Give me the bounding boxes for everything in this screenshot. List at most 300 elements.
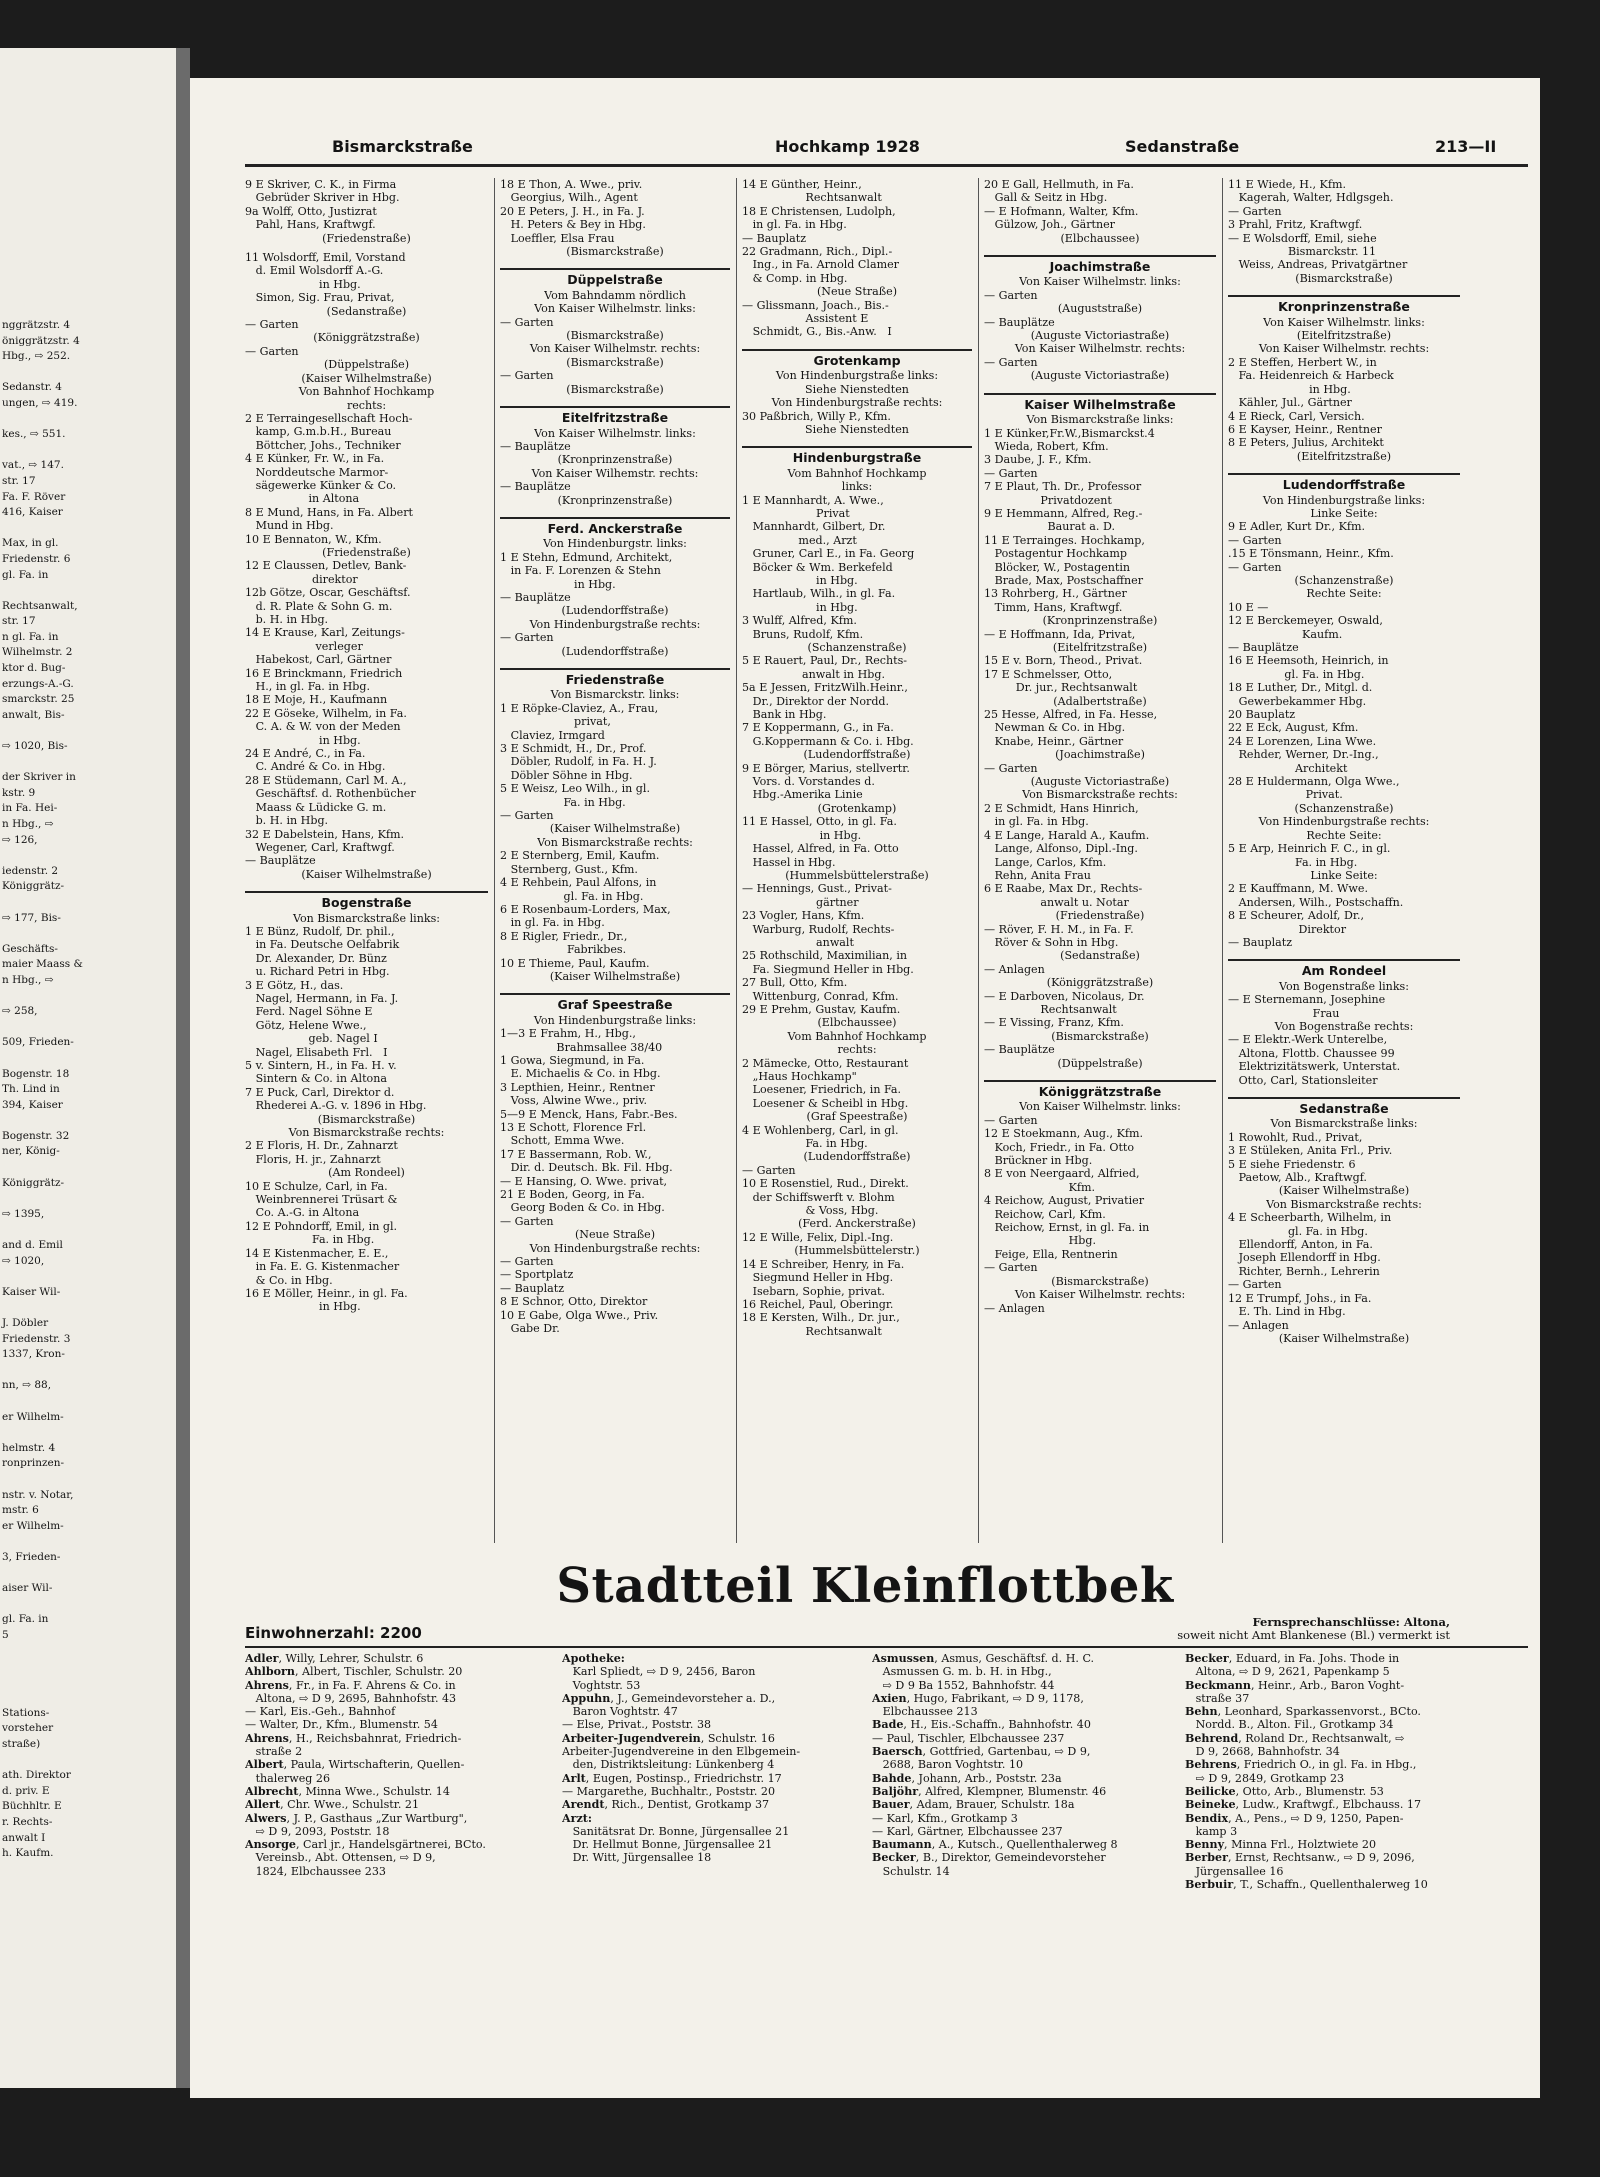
resident-entry: 1824, Elbchaussee 233 xyxy=(245,1864,386,1878)
resident-entry: Voghtstr. 53 xyxy=(562,1678,641,1692)
directory-entry: Knabe, Heinr., Gärtner xyxy=(984,734,1124,748)
directory-entry: 4 E Künker, Fr. W., in Fa. xyxy=(245,452,385,466)
directory-entry: 11 E Terrainges. Hochkamp, xyxy=(984,533,1145,547)
resident-entry: Ahrens, Fr., in Fa. F. Ahrens & Co. in xyxy=(245,1678,456,1692)
directory-entry: 9 E Börger, Marius, stellvertr. xyxy=(742,761,910,775)
directory-entry: — Garten xyxy=(984,1113,1038,1127)
cross-street-note: (Kronprinzenstraße) xyxy=(557,493,673,507)
cross-street-note: (Friedenstraße) xyxy=(1055,909,1145,923)
directory-entry: Loesener, Friedrich, in Fa. xyxy=(742,1083,902,1097)
cross-street-note: rechts: xyxy=(346,398,387,412)
fragment-line: nn, ⇨ 88, xyxy=(2,1379,52,1392)
directory-entry: 14 E Krause, Karl, Zeitungs- xyxy=(245,626,405,640)
directory-entry: — Garten xyxy=(742,1163,796,1177)
directory-entry: Rechtsanwalt xyxy=(742,1324,882,1338)
directory-entry: 3 E Stüleken, Anita Frl., Priv. xyxy=(1228,1144,1393,1158)
telephone-note-line-1: Fernsprechanschlüsse: Altona, xyxy=(1252,1615,1450,1629)
directory-entry: Frau xyxy=(1228,1006,1340,1020)
directory-entry: C. André & Co. in Hbg. xyxy=(245,760,386,774)
directory-entry: Altona, Flottb. Chaussee 99 xyxy=(1228,1046,1395,1060)
cross-street-note: Von Hindenburgstraße links: xyxy=(533,1013,697,1027)
fragment-line: vorsteher xyxy=(2,1722,54,1735)
directory-entry: Wieda, Robert, Kfm. xyxy=(984,439,1109,453)
fragment-line xyxy=(2,1394,176,1410)
directory-entry: gl. Fa. in Hbg. xyxy=(1228,1224,1368,1238)
street-heading: Joachimstraße xyxy=(984,255,1216,273)
cross-street-note: Von Bismarckstraße rechts: xyxy=(537,835,693,849)
directory-entry: Lange, Carlos, Kfm. xyxy=(984,855,1107,869)
directory-entry: Ellendorff, Anton, in Fa. xyxy=(1228,1238,1373,1252)
fragment-line: str. 17 xyxy=(2,474,36,487)
fragment-line: Hbg., ⇨ 252. xyxy=(2,350,71,363)
directory-entry: 20 E Peters, J. H., in Fa. J. xyxy=(500,204,645,218)
resident-entry: — Else, Privat., Poststr. 38 xyxy=(562,1718,712,1732)
resident-entry: Bahde, Johann, Arb., Poststr. 23a xyxy=(872,1771,1062,1785)
directory-entry: Fa. Siegmund Heller in Hbg. xyxy=(742,962,914,976)
directory-entry: Dr. jur., Rechtsanwalt xyxy=(984,681,1138,695)
directory-entry: Voss, Alwine Wwe., priv. xyxy=(500,1094,648,1108)
directory-entry: Fa. in Hbg. xyxy=(1228,855,1358,869)
directory-entry: Mannhardt, Gilbert, Dr. xyxy=(742,520,886,534)
directory-entry: 18 E Thon, A. Wwe., priv. xyxy=(500,178,643,191)
directory-entry: — Garten xyxy=(1228,533,1282,547)
directory-entry: — E Hoffmann, Ida, Privat, xyxy=(984,627,1136,641)
directory-entry: 6 E Raabe, Max Dr., Rechts- xyxy=(984,882,1143,896)
directory-entry: Hbg. xyxy=(984,1234,1097,1248)
previous-page-edge xyxy=(0,48,176,2088)
cross-street-note: Von Bismarckstraße rechts: xyxy=(288,1126,445,1140)
directory-entry: 2 E Floris, H. Dr., Zahnarzt xyxy=(245,1139,398,1153)
spacer xyxy=(984,1070,1216,1076)
directory-entry: — Garten xyxy=(245,344,299,358)
directory-entry: in Hbg. xyxy=(742,600,858,614)
resident-entry: straße 37 xyxy=(1185,1691,1250,1705)
directory-entry: 1—3 E Frahm, H., Hbg., xyxy=(500,1027,636,1041)
fragment-line xyxy=(2,1643,176,1659)
directory-entry: Co. A.-G. in Altona xyxy=(245,1206,360,1220)
resident-entry: Karl Spliedt, ⇨ D 9, 2456, Baron xyxy=(562,1665,756,1679)
directory-entry: & Voss, Hbg. xyxy=(742,1204,879,1218)
directory-entry: 11 E Wiede, H., Kfm. xyxy=(1228,178,1347,191)
street-heading: Grotenkamp xyxy=(742,349,972,367)
spacer xyxy=(500,658,730,664)
directory-entry: — Garten xyxy=(984,288,1038,302)
resident-entry: Becker, Eduard, in Fa. Johs. Thode in xyxy=(1185,1652,1400,1665)
directory-entry: 10 E Schulze, Carl, in Fa. xyxy=(245,1179,388,1193)
resident-entry: Behn, Leonhard, Sparkassenvorst., BCto. xyxy=(1185,1705,1421,1719)
cross-street-note: (Kaiser Wilhelmstraße) xyxy=(1278,1331,1410,1345)
fragment-line xyxy=(2,1753,176,1769)
resident-entry: Vereinsb., Abt. Ottensen, ⇨ D 9, xyxy=(245,1851,436,1865)
fragment-line: Rechtsanwalt, xyxy=(2,599,78,612)
directory-entry: 2 E Terraingesellschaft Hoch- xyxy=(245,411,413,425)
cross-street-note: (Königgrätzstraße) xyxy=(1046,976,1154,990)
header-left-street: Bismarckstraße xyxy=(332,137,473,156)
directory-entry: Claviez, Irmgard xyxy=(500,728,605,742)
directory-entry: Newman & Co. in Hbg. xyxy=(984,721,1126,735)
directory-entry: 24 E Lorenzen, Lina Wwe. xyxy=(1228,734,1377,748)
fragment-line: str. 17 xyxy=(2,615,36,628)
spacer xyxy=(1228,1087,1460,1093)
directory-entry: 2 Mämecke, Otto, Restaurant xyxy=(742,1056,909,1070)
directory-entry: 14 E Kistenmacher, E. E., xyxy=(245,1246,389,1260)
directory-entry: 13 Rohrberg, H., Gärtner xyxy=(984,587,1127,601)
directory-entry: Brahmsallee 38/40 xyxy=(500,1040,663,1054)
spacer xyxy=(500,396,730,402)
directory-entry: 3 Daube, J. F., Kfm. xyxy=(984,453,1092,467)
fragment-line xyxy=(2,365,176,381)
directory-entry: — E Hansing, O. Wwe. privat, xyxy=(500,1174,668,1188)
directory-entry: — E Elektr.-Werk Unterelbe, xyxy=(1228,1033,1388,1047)
resident-entry: Baron Voghtstr. 47 xyxy=(562,1705,678,1719)
resident-entry: thalerweg 26 xyxy=(245,1771,331,1785)
resident-entry: Apotheke: xyxy=(562,1652,625,1665)
directory-entry: 4 E Lange, Harald A., Kaufm. xyxy=(984,828,1150,842)
street-heading: Ferd. Anckerstraße xyxy=(500,517,730,535)
fragment-line: smarckstr. 25 xyxy=(2,693,75,706)
directory-entry: — E Vissing, Franz, Kfm. xyxy=(984,1016,1124,1030)
cross-street-note: (Bismarckstraße) xyxy=(566,245,664,259)
directory-entry: Vors. d. Vorstandes d. xyxy=(742,775,875,789)
cross-street-note: (Am Rondeel) xyxy=(328,1166,405,1180)
directory-entry: Sintern & Co. in Altona xyxy=(245,1072,387,1086)
cross-street-note: links: xyxy=(841,480,873,494)
directory-entry: 3 Lepthien, Heinr., Rentner xyxy=(500,1080,655,1094)
cross-street-note: (Düppelstraße) xyxy=(1057,1056,1143,1070)
cross-street-note: (Joachimstraße) xyxy=(1055,748,1145,762)
directory-entry: in Altona xyxy=(245,492,360,506)
resident-entry: Albert, Paula, Wirtschafterin, Quellen- xyxy=(245,1758,465,1772)
fragment-line xyxy=(2,723,176,739)
resident-entry: Appuhn, J., Gemeindevorsteher a. D., xyxy=(562,1691,776,1705)
directory-entry: G.Koppermann & Co. i. Hbg. xyxy=(742,734,914,748)
cross-street-note: Von Kaiser Wilhelmstr. links: xyxy=(1019,1100,1181,1114)
fragment-line xyxy=(2,989,176,1005)
fragment-line: 394, Kaiser xyxy=(2,1098,63,1111)
cross-street-note: (Düppelstraße) xyxy=(323,358,410,372)
fragment-line: J. Döbler xyxy=(2,1317,49,1329)
cross-street-note: Siehe Nienstedten xyxy=(805,422,909,436)
resident-entry: Sanitätsrat Dr. Bonne, Jürgensallee 21 xyxy=(562,1824,790,1838)
directory-entry: Bismarckstr. 11 xyxy=(1228,245,1377,259)
cross-street-note: (Bismarckstraße) xyxy=(566,382,664,396)
resident-column-4 xyxy=(1185,1652,1485,2082)
resident-entry: Adler, Willy, Lehrer, Schulstr. 6 xyxy=(245,1652,424,1665)
cross-street-note: Vom Bahnhof Hochkamp xyxy=(787,1029,927,1043)
directory-entry: 28 E Stüdemann, Carl M. A., xyxy=(245,773,407,787)
directory-entry: — Garten xyxy=(984,1261,1038,1275)
cross-street-note: Vom Bahndamm nördlich xyxy=(544,288,686,302)
directory-entry: — Bauplätze xyxy=(984,315,1055,329)
directory-entry: 9 E Skriver, C. K., in Firma xyxy=(245,178,397,191)
fragment-line xyxy=(2,1597,176,1613)
directory-entry: 5—9 E Menck, Hans, Fabr.-Bes. xyxy=(500,1107,678,1121)
directory-entry: — Anlagen xyxy=(984,1301,1045,1315)
directory-entry: Schott, Emma Wwe. xyxy=(500,1134,625,1148)
directory-entry: 2 E Steffen, Herbert W., in xyxy=(1228,355,1377,369)
directory-entry: med., Arzt xyxy=(742,533,857,547)
directory-entry: 18 E Luther, Dr., Mitgl. d. xyxy=(1228,681,1373,695)
cross-street-note: Von Hindenburgstraße rechts: xyxy=(1258,815,1430,829)
cross-street-note: (Bismarckstraße) xyxy=(1051,1274,1149,1288)
fragment-line: ath. Direktor xyxy=(2,1769,71,1782)
directory-entry: Götz, Helene Wwe., xyxy=(245,1018,367,1032)
directory-entry: 12 E Pohndorff, Emil, in gl. xyxy=(245,1219,398,1233)
directory-entry: Privat xyxy=(742,506,850,520)
directory-entry: Mund in Hbg. xyxy=(245,519,334,533)
directory-entry: Postagentur Hochkamp xyxy=(984,547,1127,561)
directory-entry: 1 E Künker,Fr.W.,Bismarckst.4 xyxy=(984,426,1155,440)
fragment-line: Max, in gl. xyxy=(2,537,59,550)
directory-entry: 2 E Kauffmann, M. Wwe. xyxy=(1228,882,1369,896)
directory-entry: 16 E Heemsoth, Heinrich, in xyxy=(1228,654,1389,668)
resident-entry: Schulstr. 14 xyxy=(872,1864,950,1878)
fragment-line: ner, König- xyxy=(2,1145,60,1158)
cross-street-note: (Ludendorffstraße) xyxy=(561,604,669,618)
resident-entry: Behrens, Friedrich O., in gl. Fa. in Hbg., xyxy=(1185,1758,1417,1772)
cross-street-note: (Grotenkamp) xyxy=(817,801,897,815)
directory-entry: 1 E Mannhardt, A. Wwe., xyxy=(742,493,884,507)
directory-entry: — Garten xyxy=(500,809,554,823)
cross-street-note: Von Bogenstraße rechts: xyxy=(1274,1019,1414,1033)
cross-street-note: Linke Seite: xyxy=(1310,868,1378,882)
directory-entry: Floris, H. jr., Zahnarzt xyxy=(245,1152,381,1166)
directory-entry: Gruner, Carl E., in Fa. Georg xyxy=(742,547,915,561)
fragment-line: aiser Wil- xyxy=(2,1582,53,1595)
directory-entry: in Hbg. xyxy=(742,828,862,842)
directory-entry: 5 E Weisz, Leo Wilh., in gl. xyxy=(500,782,650,796)
cross-street-note: (Kronprinzenstraße) xyxy=(557,453,673,467)
directory-entry: Gewerbekammer Hbg. xyxy=(1228,694,1367,708)
fragment-line: gl. Fa. in xyxy=(2,568,49,581)
directory-entry: 22 E Eck, August, Kfm. xyxy=(1228,721,1359,735)
directory-entry: Elektrizitätswerk, Unterstat. xyxy=(1228,1060,1401,1074)
directory-entry: in Hbg. xyxy=(742,573,858,587)
cross-street-note: (Königgrätzstraße) xyxy=(313,331,420,345)
fragment-line: ⇨ 1020, Bis- xyxy=(2,740,68,753)
directory-entry: — Bauplätze xyxy=(500,439,571,453)
directory-entry: b. H. in Hbg. xyxy=(245,613,329,626)
directory-entry: — Garten xyxy=(984,761,1038,775)
directory-entry: Isebarn, Sophie, privat. xyxy=(742,1284,885,1298)
directory-entry: b. H. in Hbg. xyxy=(245,814,329,828)
directory-entry: — Bauplätze xyxy=(500,590,571,604)
cross-street-note: (Schanzenstraße) xyxy=(807,641,907,654)
directory-entry: 13 E Schott, Florence Frl. xyxy=(500,1121,647,1134)
cross-street-note: Linke Seite: xyxy=(1310,506,1378,520)
cross-street-note: Von Hindenburgstraße rechts: xyxy=(771,396,943,410)
directory-entry: 7 E Koppermann, G., in Fa. xyxy=(742,721,894,735)
resident-entry: — Karl, Eis.-Geh., Bahnhof xyxy=(245,1705,396,1719)
cross-street-note: (Sedanstraße) xyxy=(326,304,407,318)
directory-entry: 3 E Schmidt, H., Dr., Prof. xyxy=(500,742,647,756)
column-5 xyxy=(1228,178,1460,1548)
directory-entry: 27 Bull, Otto, Kfm. xyxy=(742,976,848,990)
directory-entry: Privat. xyxy=(1228,788,1343,802)
directory-entry: Rehn, Anita Frau xyxy=(984,868,1091,882)
cross-street-note: (Bismarckstraße) xyxy=(1295,271,1393,285)
street-heading: Bogenstraße xyxy=(245,891,488,909)
directory-entry: — Sportplatz xyxy=(500,1268,574,1282)
directory-entry: Bank in Hbg. xyxy=(742,708,827,722)
cross-street-note: (Ludendorffstraße) xyxy=(561,644,669,658)
directory-entry: — Garten xyxy=(500,315,554,329)
directory-entry: Rhederei A.-G. v. 1896 in Hbg. xyxy=(245,1099,427,1113)
street-heading: Kaiser Wilhelmstraße xyxy=(984,393,1216,411)
resident-entry: Nordd. B., Alton. Fil., Grotkamp 34 xyxy=(1185,1718,1394,1732)
fragment-line: Sedanstr. 4 xyxy=(2,381,62,394)
directory-entry: Loeffler, Elsa Frau xyxy=(500,231,615,245)
cross-street-note: (Adalbertstraße) xyxy=(1053,694,1147,708)
cross-street-note: Von Bogenstraße links: xyxy=(1279,979,1409,993)
cross-street-note: Von Kaiser Wilhelmstr. rechts: xyxy=(1258,342,1430,356)
directory-entry: Architekt xyxy=(1228,761,1348,775)
directory-entry: Sternberg, Gust., Kfm. xyxy=(500,862,638,876)
fragment-line xyxy=(2,412,176,428)
fragment-line: h. Kaufm. xyxy=(2,1847,54,1860)
directory-entry: 8 E Mund, Hans, in Fa. Albert xyxy=(245,505,414,519)
directory-entry: anwalt u. Notar xyxy=(984,895,1129,909)
directory-entry: 24 E André, C., in Fa. xyxy=(245,747,366,761)
fragment-line: 1337, Kron- xyxy=(2,1348,65,1361)
directory-entry: E. Th. Lind in Hbg. xyxy=(1228,1305,1346,1319)
resident-entry: Baljöhr, Alfred, Klempner, Blumenstr. 46 xyxy=(872,1784,1107,1798)
fragment-line: Friedenstr. 6 xyxy=(2,552,71,565)
street-heading: Friedenstraße xyxy=(500,668,730,686)
cross-street-note: (Ferd. Anckerstraße) xyxy=(798,1217,916,1231)
column-3 xyxy=(742,178,972,1548)
fragment-line: Friedenstr. 3 xyxy=(2,1332,71,1345)
resident-entry: Baumann, A., Kutsch., Quellenthalerweg 8 xyxy=(872,1838,1118,1852)
directory-entry: 8 E Rigler, Friedr., Dr., xyxy=(500,929,628,943)
column-divider xyxy=(494,178,495,1543)
fragment-line: kstr. 9 xyxy=(2,786,36,799)
telephone-note-line-2: soweit nicht Amt Blankenese (Bl.) vermerkt ist xyxy=(1177,1628,1450,1642)
spacer xyxy=(742,339,972,345)
resident-entry: Allert, Chr. Wwe., Schulstr. 21 xyxy=(245,1798,419,1812)
directory-entry: 14 E Schreiber, Henry, in Fa. xyxy=(742,1257,905,1271)
resident-entry: Behrend, Roland Dr., Rechtsanwalt, ⇨ xyxy=(1185,1731,1405,1745)
cross-street-note: (Bismarckstraße) xyxy=(566,355,664,369)
spacer xyxy=(742,436,972,442)
fragment-line: ktor d. Bug- xyxy=(2,662,66,675)
directory-entry: in Hbg. xyxy=(500,577,616,591)
directory-entry: — Garten xyxy=(984,355,1038,369)
directory-entry: Ferd. Nagel Söhne E xyxy=(245,1005,373,1019)
directory-entry: Direktor xyxy=(1228,922,1347,936)
directory-entry: 2 E Schmidt, Hans Hinrich, xyxy=(984,801,1139,815)
fragment-line: gl. Fa. in xyxy=(2,1613,49,1626)
fragment-line: r. Rechts- xyxy=(2,1816,53,1828)
directory-entry: Wegener, Carl, Kraftwgf. xyxy=(245,840,395,854)
directory-entry: 8 E Scheurer, Adolf, Dr., xyxy=(1228,909,1365,923)
directory-entry: Andersen, Wilh., Postschaffn. xyxy=(1228,895,1404,909)
fragment-line: Stations- xyxy=(2,1706,50,1719)
resident-entry: ⇨ D 9, 2849, Grotkamp 23 xyxy=(1185,1771,1345,1785)
directory-entry: — Garten xyxy=(500,631,554,645)
directory-entry: H. Peters & Bey in Hbg. xyxy=(500,218,646,232)
directory-entry: Fa. Heidenreich & Harbeck xyxy=(1228,369,1394,383)
directory-entry: — Anlagen xyxy=(1228,1318,1289,1332)
directory-entry: verleger xyxy=(245,639,363,653)
directory-entry: Reichow, Carl, Kfm. xyxy=(984,1207,1106,1221)
spacer xyxy=(1228,949,1460,955)
directory-entry: 18 E Christensen, Ludolph, xyxy=(742,204,896,218)
directory-entry: — Glissmann, Joach., Bis.- xyxy=(742,298,889,312)
fragment-line: der Skriver in xyxy=(2,771,76,784)
directory-entry: — Bauplatz xyxy=(742,231,807,245)
directory-entry: 10 E Thieme, Paul, Kaufm. xyxy=(500,956,650,970)
fragment-line xyxy=(2,1363,176,1379)
directory-entry: Wittenburg, Conrad, Kfm. xyxy=(742,989,899,1003)
spacer xyxy=(984,383,1216,389)
cross-street-note: Von Kaiser Wilhelmstr. links: xyxy=(1019,275,1181,289)
directory-entry: Richter, Bernh., Lehrerin xyxy=(1228,1264,1380,1278)
fragment-line: Bogenstr. 32 xyxy=(2,1129,70,1142)
resident-entry: Becker, B., Direktor, Gemeindevorsteher xyxy=(872,1851,1106,1865)
cross-street-note: (Graf Speestraße) xyxy=(806,1110,908,1124)
directory-entry: in Hbg. xyxy=(245,1300,361,1314)
fragment-line xyxy=(2,926,176,942)
directory-entry: Norddeutsche Marmor- xyxy=(245,465,389,479)
directory-entry: 29 E Prehm, Gustav, Kaufm. xyxy=(742,1002,901,1016)
directory-entry: Siegmund Heller in Hbg. xyxy=(742,1271,894,1285)
directory-entry: Nagel, Elisabeth Frl. I xyxy=(245,1045,388,1059)
fragment-line xyxy=(2,1113,176,1129)
resident-entry: Altona, ⇨ D 9, 2695, Bahnhofstr. 43 xyxy=(245,1691,457,1705)
fragment-line: nggrätzstr. 4 xyxy=(2,319,71,331)
fragment-line xyxy=(2,1269,176,1285)
directory-entry: Simon, Sig. Frau, Privat, xyxy=(245,291,395,305)
resident-entry: Bendix, A., Pens., ⇨ D 9, 1250, Papen- xyxy=(1185,1811,1404,1825)
directory-entry: E. Michaelis & Co. in Hbg. xyxy=(500,1067,661,1081)
header-rule xyxy=(245,164,1528,167)
directory-entry: Habekost, Carl, Gärtner xyxy=(245,653,392,667)
directory-entry: 10 E — xyxy=(1228,600,1269,614)
resident-entry: Arzt: xyxy=(562,1811,592,1825)
directory-entry: Kähler, Jul., Gärtner xyxy=(1228,396,1352,410)
resident-entry: Elbchaussee 213 xyxy=(872,1705,978,1719)
directory-entry: — Garten xyxy=(1228,560,1282,574)
directory-entry: Fa. in Hbg. xyxy=(742,1137,868,1151)
directory-entry: Timm, Hans, Kraftwgf. xyxy=(984,600,1123,614)
directory-entry: 16 E Möller, Heinr., in gl. Fa. xyxy=(245,1286,408,1300)
header-center-title: Hochkamp 1928 xyxy=(775,137,920,156)
resident-entry: ⇨ D 9, 2093, Poststr. 18 xyxy=(245,1824,390,1838)
resident-entry: — Karl, Kfm., Grotkamp 3 xyxy=(872,1811,1018,1825)
fragment-line: maier Maass & xyxy=(2,958,83,971)
directory-entry: 1 Gowa, Siegmund, in Fa. xyxy=(500,1053,645,1067)
cross-street-note: (Neue Straße) xyxy=(816,285,898,299)
resident-entry: Baersch, Gottfried, Gartenbau, ⇨ D 9, xyxy=(872,1745,1091,1759)
resident-entry: Albrecht, Minna Wwe., Schulstr. 14 xyxy=(245,1784,450,1798)
cross-street-note: Von Bahnhof Hochkamp xyxy=(298,385,435,399)
directory-entry: 11 E Hassel, Otto, in gl. Fa. xyxy=(742,815,897,829)
directory-entry: — Garten xyxy=(245,318,299,332)
directory-entry: in gl. Fa. in Hbg. xyxy=(742,218,847,232)
directory-entry: 12b Götze, Oscar, Geschäftsf. xyxy=(245,586,411,600)
resident-entry: ⇨ D 9 Ba 1552, Bahnhofstr. 44 xyxy=(872,1678,1055,1692)
fragment-line: Königgrätz- xyxy=(2,880,65,893)
directory-entry: 8 E von Neergaard, Alfried, xyxy=(984,1167,1140,1181)
directory-entry: Gülzow, Joh., Gärtner xyxy=(984,218,1115,232)
directory-entry: 1 E Röpke-Claviez, A., Frau, xyxy=(500,701,659,715)
directory-entry: — E Wolsdorff, Emil, siehe xyxy=(1228,231,1377,245)
directory-entry: geb. Nagel I xyxy=(245,1032,378,1046)
fragment-line: Bogenstr. 18 xyxy=(2,1067,70,1080)
directory-entry: Koch, Friedr., in Fa. Otto xyxy=(984,1140,1135,1154)
directory-entry: in gl. Fa. in Hbg. xyxy=(500,916,605,930)
